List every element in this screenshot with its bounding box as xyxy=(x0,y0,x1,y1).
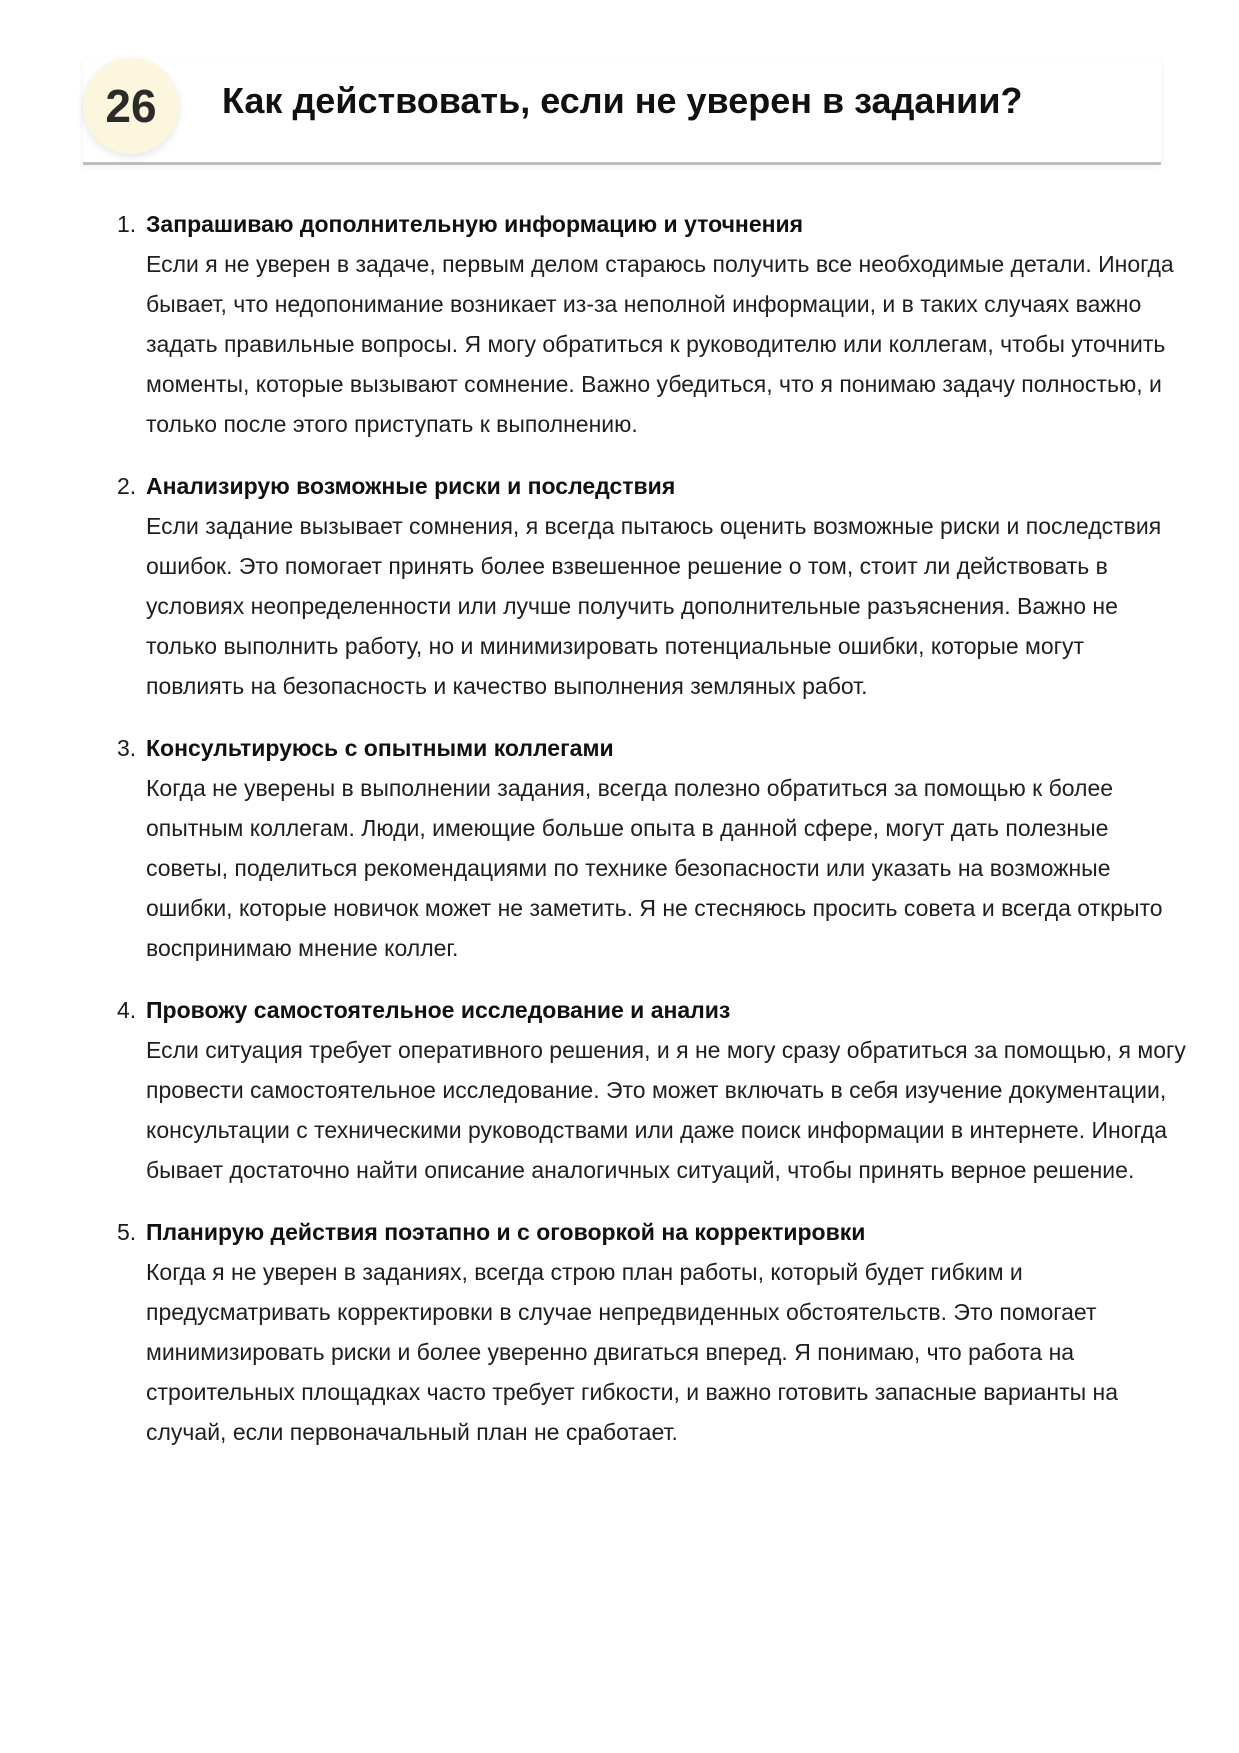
page-number-badge: 26 xyxy=(83,58,179,154)
item-body: Если задание вызывает сомнения, я всегда пытаюсь оценить возможные риски и последствия ошибок. Это помогает принять более взвешенное решение о том, стоит ли действовать в условиях неопределенности или лучше получить дополнительные разъяснения. Важно не только выполнить работу, но и минимизировать потенциальные ошибки, которые могут повлиять на безопасность и качество выполнения земляных работ. xyxy=(146,513,1162,699)
item-number: 4. xyxy=(117,997,137,1023)
item-body: Когда не уверены в выполнении задания, всегда полезно обратиться за помощью к более опытным коллегам. Люди, имеющие больше опыта в данной сфере, могут дать полезные советы, поделиться рекомендациями по технике безопасности или указать на возможные ошибки, которые новичок может не заметить. Я не стесняюсь просить совета и всегда открыто воспринимаю мнение коллег. xyxy=(146,775,1163,961)
item-number: 1. xyxy=(117,211,137,237)
item-body: Если я не уверен в задаче, первым делом стараюсь получить все необходимые детали. Иногда бывает, что недопонимание возникает из-за неполной информации, и в таких случаях важно задать правильные вопросы. Я могу обратиться к руководителю или коллегам, чтобы уточнить моменты, которые вызывают сомнение. Важно убедиться, что я понимаю задачу полностью, и только после этого приступать к выполнению. xyxy=(146,251,1174,437)
item-number: 3. xyxy=(117,735,137,761)
list-item xyxy=(117,990,1197,1190)
item-body: Когда я не уверен в заданиях, всегда строю план работы, который будет гибким и предусматривать корректировки в случае непредвиденных обстоятельств. Это помогает минимизировать риски и более уверенно двигаться вперед. Я понимаю, что работа на строительных площадках часто требует гибкости, и важно готовить запасные варианты на случай, если первоначальный план не сработает. xyxy=(146,1259,1119,1445)
list-item xyxy=(117,728,1197,968)
item-number: 5. xyxy=(117,1219,137,1245)
list-item xyxy=(117,1212,1197,1452)
answer-list xyxy=(117,204,1197,1474)
item-number: 2. xyxy=(117,473,137,499)
item-title: Консультируюсь с опытными коллегами xyxy=(146,735,614,761)
item-title: Провожу самостоятельное исследование и анализ xyxy=(146,997,731,1023)
list-item xyxy=(117,466,1197,706)
page-header xyxy=(83,58,1161,165)
item-title: Анализирую возможные риски и последствия xyxy=(146,473,676,499)
item-title: Запрашиваю дополнительную информацию и уточнения xyxy=(146,211,804,237)
item-body: Если ситуация требует оперативного решения, и я не могу сразу обратиться за помощью, я могу провести самостоятельное исследование. Это может включать в себя изучение документации, консультации с техническими руководствами или даже поиск информации в интернете. Иногда бывает достаточно найти описание аналогичных ситуаций, чтобы принять верное решение. xyxy=(146,1037,1186,1183)
item-title: Планирую действия поэтапно и с оговоркой на корректировки xyxy=(146,1219,866,1245)
list-item xyxy=(117,204,1197,444)
page-title: Как действовать, если не уверен в задании? xyxy=(222,80,1023,121)
